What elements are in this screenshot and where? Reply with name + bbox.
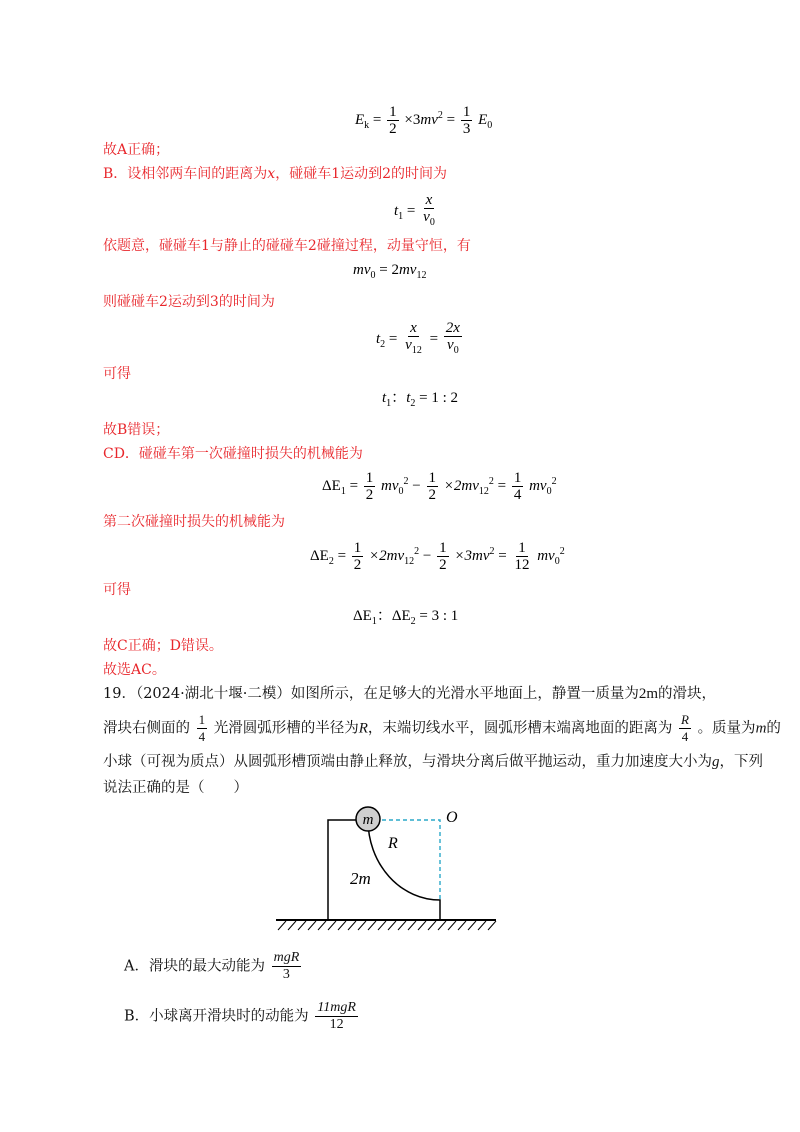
option-a[interactable]: A．滑块的最大动能为 $\frac{\text{mgR}}{3}$ [124, 950, 300, 982]
text-cd-intro: CD．碰碰车第一次碰撞时损失的机械能为 [103, 446, 363, 462]
equation-energy-ratio: $\Delta E_1$：$\Delta E_2 = 3$ : 1 [353, 608, 459, 627]
ball-label: m [362, 812, 374, 828]
text-b-wrong: 故B错误； [103, 422, 170, 438]
question-19-line-2: 滑块右侧面的 $\frac{1}{4}$ 光滑圆弧形槽的半径为R，末端切线水平，圆弧形槽末端离地面的距离为 $\frac{R}{4}$ 。质量为m的 [103, 712, 781, 744]
equation-t2: $t_2$ = $\frac{x}{v_{12}}$ = $\frac{2x}{v_0}$ [376, 320, 460, 356]
text-a-correct: 故A正确； [103, 142, 170, 158]
equation-delta-e1: $\Delta E_1$ = $\frac{1}{2}$ $mv_0^2$ − $\frac{1}{2}$ $\times 2mv_{12}^2$ = $\frac{1}{4}$ $mv_0^2$ [322, 470, 557, 503]
radius-label: R [388, 835, 398, 852]
equation-time-ratio: $t_1$：$t_2 = 1$ : 2 [382, 390, 458, 409]
slider-diagram [270, 802, 510, 932]
radius-dashed-lines [368, 820, 440, 900]
equation-momentum: $mv_0 = 2mv_{12}$ [353, 262, 427, 281]
option-b[interactable]: B．小球离开滑块时的动能为 $\frac{\text{11mgR}}{12}$ [124, 1000, 356, 1032]
question-19-line-3: 小球（可视为质点）从圆弧形槽顶端由静止释放，与滑块分离后做平抛运动，重力加速度大小为g，下列 [103, 754, 763, 770]
question-19-line-4: 说法正确的是（ ） [103, 780, 248, 796]
slider-block [328, 820, 440, 920]
text-momentum: 依题意，碰碰车1与静止的碰碰车2碰撞过程，动量守恒，有 [103, 238, 471, 254]
text-kede-1: 可得 [103, 366, 131, 382]
text-t2-intro: 则碰碰车2运动到3的时间为 [103, 294, 275, 310]
text-choose-ac: 故选AC。 [103, 662, 166, 678]
center-label: O [446, 809, 458, 826]
text-kede-2: 可得 [103, 582, 131, 598]
ground-line [276, 920, 496, 930]
equation-delta-e2: $\Delta E_2$ = $\frac{1}{2}$ $\times 2mv_{12}^2$ − $\frac{1}{2}$ $\times 3mv^2$ = $\frac{1}{12}$ $mv_0^2$ [310, 540, 565, 573]
block-mass-label: 2m [350, 869, 371, 888]
equation-ek: $E_k$ = $\frac{1}{2}$ $\times 3mv^2$ = $\frac{1}{3}$ $E_0$ [355, 104, 493, 137]
text-b-intro: B．设相邻两车间的距离为x，碰碰车1运动到2的时间为 [103, 166, 448, 182]
text-c-correct: 故C正确；D错误。 [103, 638, 223, 654]
equation-t1: $t_1$ = $\frac{x}{v_0}$ [394, 192, 435, 228]
question-19-line-1: 19．（2024·湖北十堰·二模）如图所示，在足够大的光滑水平地面上，静置一质量为2m的滑块， [103, 686, 716, 702]
text-second-collision: 第二次碰撞时损失的机械能为 [103, 514, 285, 530]
